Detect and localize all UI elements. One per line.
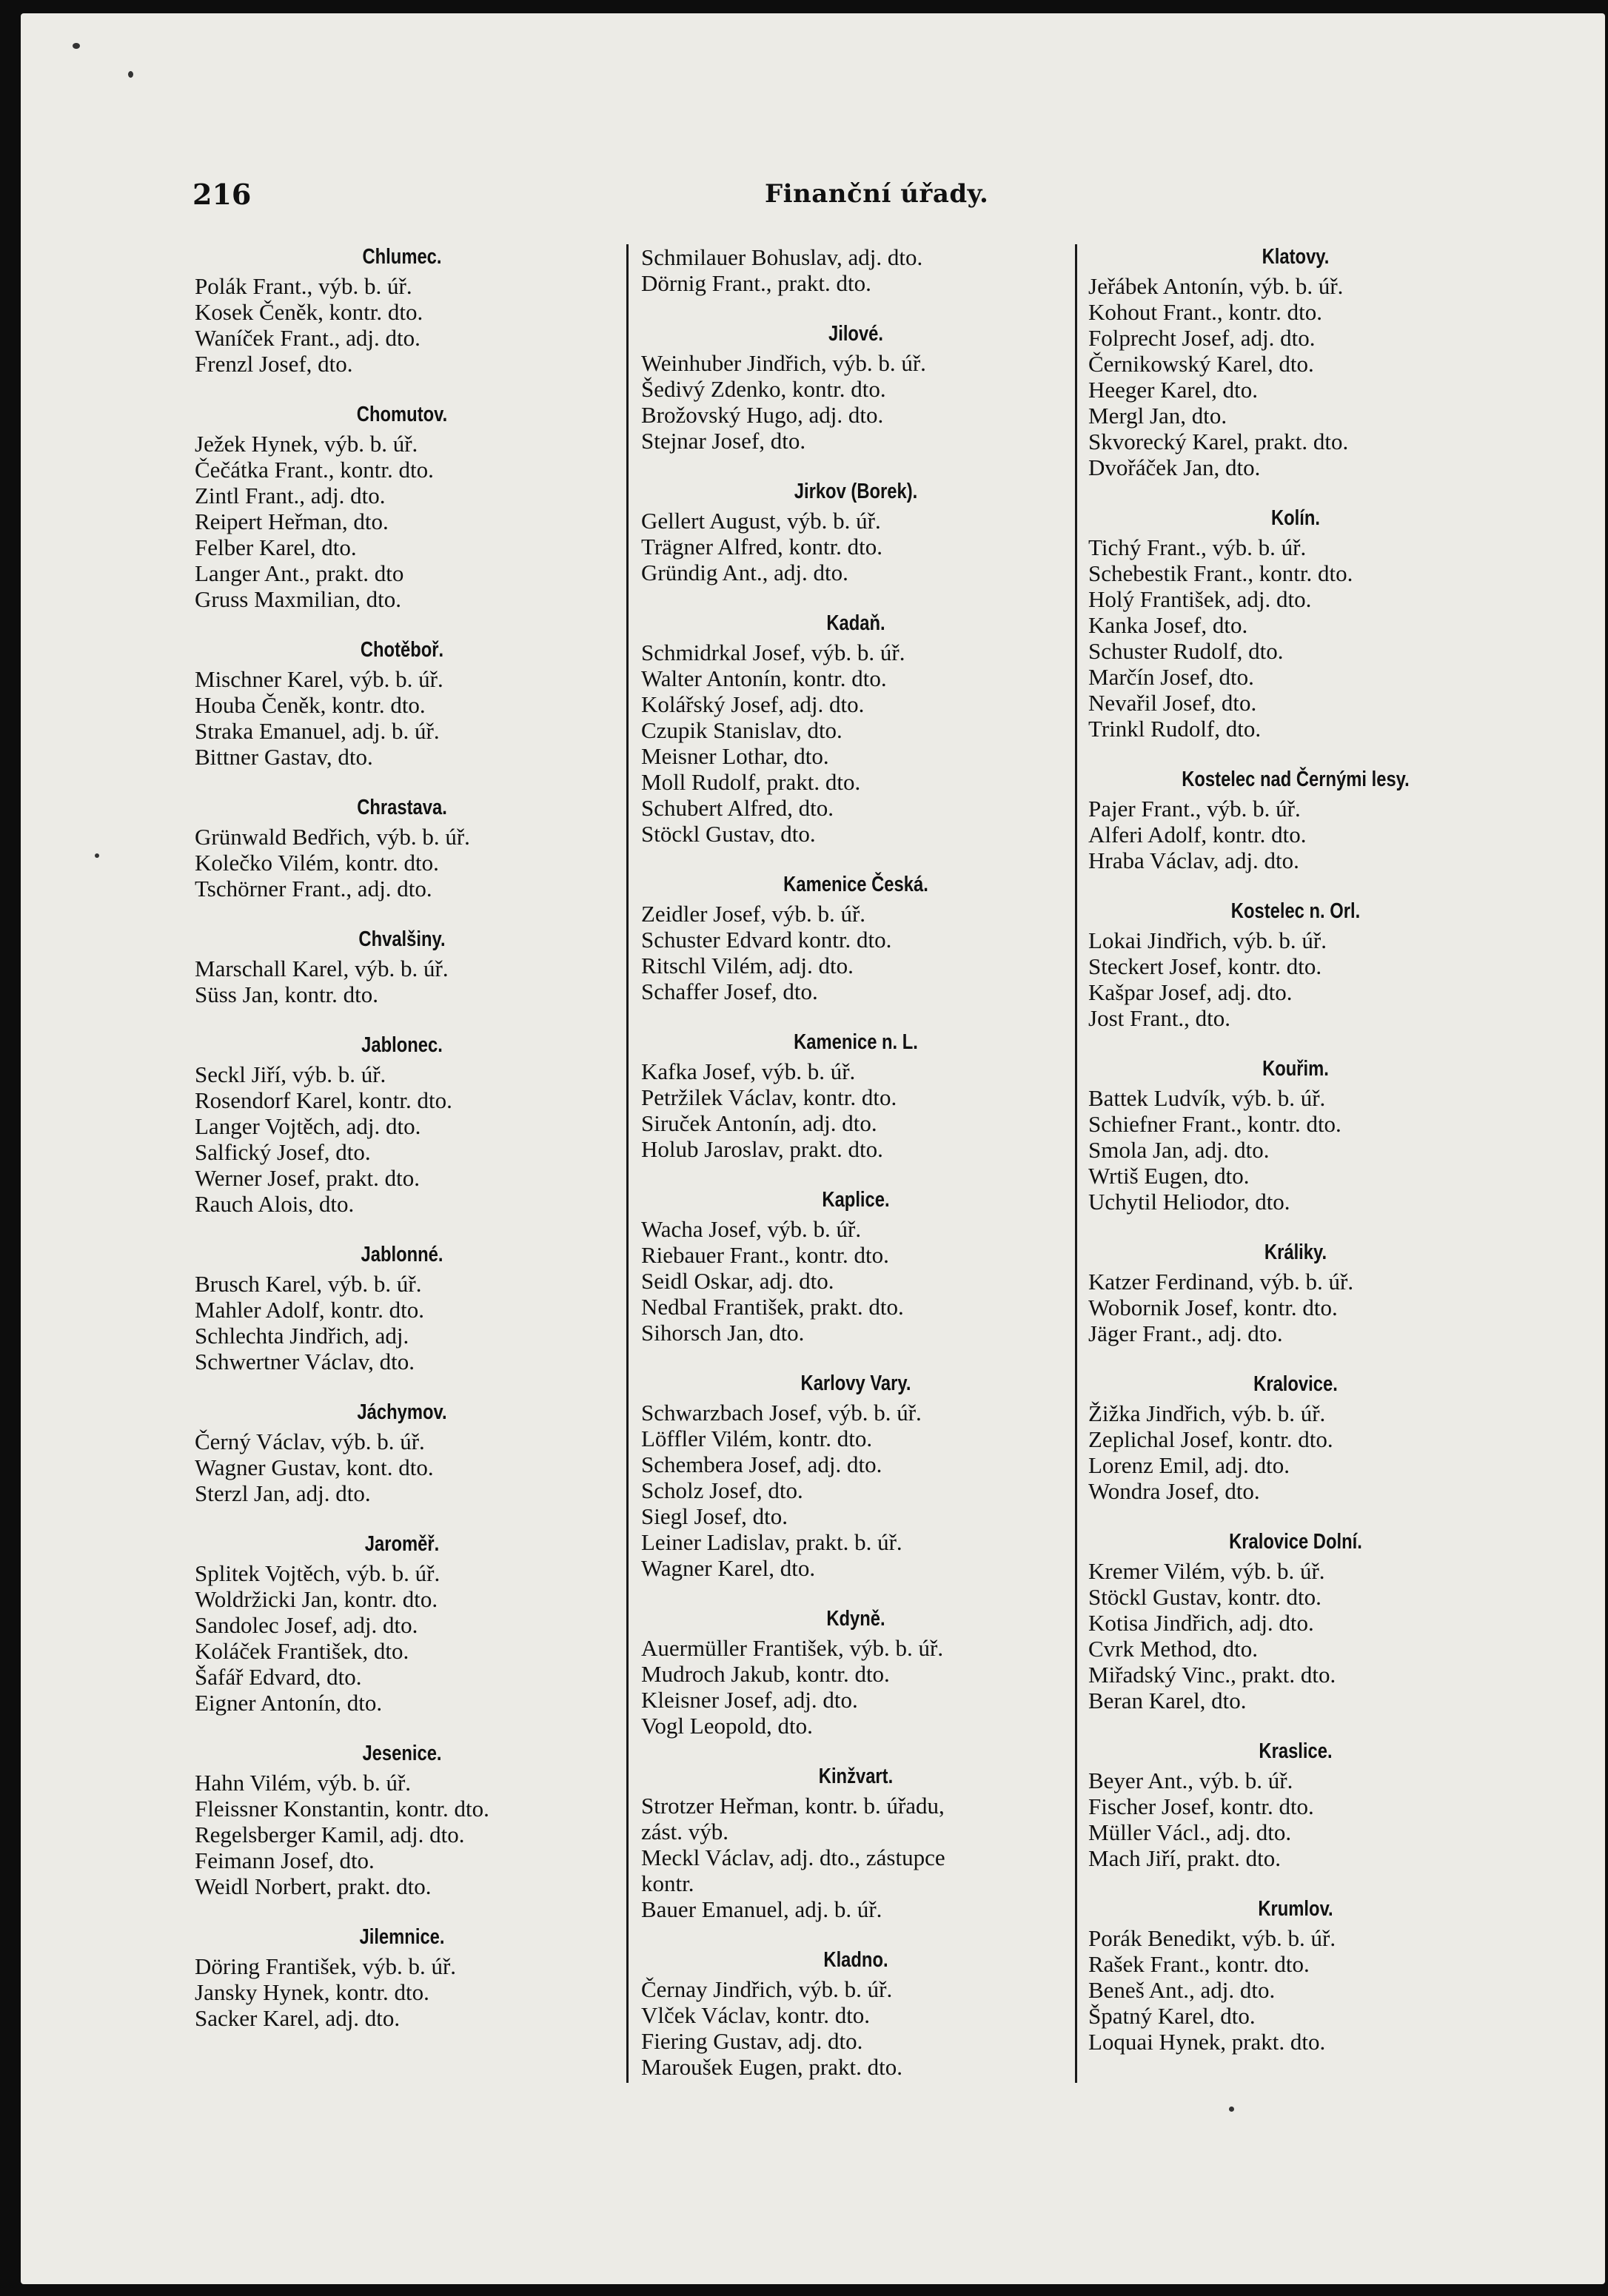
staff-entry: Stöckl Gustav, dto. — [641, 821, 816, 847]
staff-entry: Kosek Čeněk, kontr. dto. — [195, 299, 423, 325]
staff-entry: Schembera Josef, adj. dto. — [641, 1451, 882, 1477]
office-heading: Kadaň. — [826, 611, 885, 635]
staff-entry: Zintl Frant., adj. dto. — [195, 483, 386, 508]
staff-entry: Waníček Frant., adj. dto. — [195, 325, 421, 351]
staff-entry: Gellert August, výb. b. úř. — [641, 508, 881, 534]
staff-entry: Splitek Vojtěch, výb. b. úř. — [195, 1560, 440, 1586]
staff-entry: Sacker Karel, adj. dto. — [195, 2005, 401, 2031]
office-heading: Kdyně. — [826, 1607, 885, 1631]
staff-entry: Wrtiš Eugen, dto. — [1088, 1163, 1250, 1189]
staff-entry: Černay Jindřich, výb. b. úř. — [641, 1976, 893, 2002]
staff-entry: Rosendorf Karel, kontr. dto. — [195, 1087, 452, 1113]
office-section — [641, 1187, 1071, 1346]
staff-entry: Trägner Alfred, kontr. dto. — [641, 534, 883, 560]
staff-entry: Walter Antonín, kontr. dto. — [641, 665, 887, 691]
staff-entry: Kolářský Josef, adj. dto. — [641, 691, 865, 717]
office-section — [1088, 1056, 1503, 1215]
page-number: 216 — [192, 178, 252, 211]
staff-entry: Wagner Gustav, kont. dto. — [195, 1454, 434, 1480]
column-middle — [641, 244, 1071, 2080]
staff-entry: Fischer Josef, kontr. dto. — [1088, 1793, 1314, 1819]
staff-entry: Schuster Rudolf, dto. — [1088, 638, 1284, 664]
staff-entry: Tichý Frant., výb. b. úř. — [1088, 534, 1307, 560]
staff-entry: Jost Frant., dto. — [1088, 1005, 1231, 1031]
staff-entry: Langer Ant., prakt. dto — [195, 560, 404, 586]
office-section — [641, 1030, 1071, 1162]
staff-entry: Marčín Josef, dto. — [1088, 664, 1254, 690]
office-section — [195, 1242, 609, 1374]
staff-entry: Schwarzbach Josef, výb. b. úř. — [641, 1400, 922, 1426]
office-heading: Kraslice. — [1259, 1739, 1333, 1763]
staff-entry: Petržilek Václav, kontr. dto. — [641, 1084, 897, 1110]
office-section — [195, 795, 609, 902]
staff-entry: Strotzer Heřman, kontr. b. úřadu, — [641, 1793, 945, 1819]
staff-entry: Kanka Josef, dto. — [1088, 612, 1248, 638]
staff-entry: Wacha Josef, výb. b. úř. — [641, 1216, 862, 1242]
staff-entry: Kolečko Vilém, kontr. dto. — [195, 850, 439, 876]
staff-entry: Langer Vojtěch, adj. dto. — [195, 1113, 421, 1139]
staff-entry: Stöckl Gustav, kontr. dto. — [1088, 1584, 1321, 1610]
scan-speck — [95, 853, 99, 858]
staff-entry: Nevařil Josef, dto. — [1088, 690, 1257, 716]
office-section — [641, 611, 1071, 847]
staff-entry: Ježek Hynek, výb. b. úř. — [195, 431, 418, 457]
staff-entry: Cvrk Method, dto. — [1088, 1636, 1259, 1662]
staff-entry: Sterzl Jan, adj. dto. — [195, 1480, 371, 1506]
staff-entry: Katzer Ferdinand, výb. b. úř. — [1088, 1269, 1354, 1295]
staff-entry: Auermüller František, výb. b. úř. — [641, 1635, 944, 1661]
staff-entry: Siegl Josef, dto. — [641, 1503, 788, 1529]
staff-entry: Werner Josef, prakt. dto. — [195, 1165, 420, 1191]
office-section — [195, 1924, 609, 2031]
staff-entry: Wobornik Josef, kontr. dto. — [1088, 1295, 1338, 1320]
office-section — [641, 872, 1071, 1004]
staff-entry: Mischner Karel, výb. b. úř. — [195, 666, 443, 692]
staff-entry: Steckert Josef, kontr. dto. — [1088, 953, 1322, 979]
staff-entry: Woldržicki Jan, kontr. dto. — [195, 1586, 438, 1612]
office-section — [1088, 1739, 1503, 1871]
staff-entry: Kleisner Josef, adj. dto. — [641, 1687, 858, 1713]
office-heading: Jilové. — [828, 322, 884, 346]
staff-entry: Scholz Josef, dto. — [641, 1477, 803, 1503]
scan-speck — [128, 71, 133, 78]
staff-entry: Lorenz Emil, adj. dto. — [1088, 1452, 1290, 1478]
staff-entry: Sandolec Josef, adj. dto. — [195, 1612, 418, 1638]
staff-entry: Moll Rudolf, prakt. dto. — [641, 769, 861, 795]
office-heading: Kostelec nad Černými lesy. — [1182, 768, 1410, 791]
office-section — [1088, 506, 1503, 742]
staff-entry: Vogl Leopold, dto. — [641, 1713, 813, 1739]
office-section — [1088, 1372, 1503, 1504]
staff-entry: Šedivý Zdenko, kontr. dto. — [641, 376, 886, 402]
office-section — [195, 927, 609, 1007]
staff-entry: Vlček Václav, kontr. dto. — [641, 2002, 871, 2028]
office-heading: Kaplice. — [822, 1188, 890, 1212]
staff-entry: Regelsberger Kamil, adj. dto. — [195, 1822, 465, 1847]
office-heading: Chomutov. — [356, 403, 448, 426]
staff-entry: Czupik Stanislav, dto. — [641, 717, 842, 743]
office-heading: Klatovy. — [1262, 245, 1330, 269]
staff-entry: Kohout Frant., kontr. dto. — [1088, 299, 1323, 325]
scan-speck — [1229, 2107, 1234, 2112]
office-heading: Chotěboř. — [360, 638, 444, 662]
office-heading: Jáchymov. — [357, 1400, 447, 1424]
office-heading: Jablonec. — [361, 1033, 443, 1057]
staff-entry: Dvořáček Jan, dto. — [1088, 454, 1261, 480]
office-section — [641, 244, 1071, 296]
office-heading: Kralovice Dolní. — [1229, 1530, 1362, 1554]
staff-entry: Pajer Frant., výb. b. úř. — [1088, 796, 1301, 822]
staff-entry: Bauer Emanuel, adj. b. úř. — [641, 1896, 882, 1922]
office-heading: Jirkov (Borek). — [794, 480, 918, 503]
column-right — [1088, 244, 1503, 2055]
office-heading: Kolín. — [1270, 506, 1321, 530]
staff-entry: Kremer Vilém, výb. b. úř. — [1088, 1558, 1325, 1584]
office-section — [1088, 1529, 1503, 1713]
office-heading: Jablonné. — [361, 1243, 443, 1266]
staff-entry: Folprecht Josef, adj. dto. — [1088, 325, 1316, 351]
staff-entry: Leiner Ladislav, prakt. b. úř. — [641, 1529, 902, 1555]
office-section — [195, 402, 609, 612]
staff-entry: kontr. — [641, 1870, 694, 1896]
staff-entry: Koláček František, dto. — [195, 1638, 409, 1664]
office-heading: Kladno. — [823, 1948, 888, 1972]
staff-entry: Weinhuber Jindřich, výb. b. úř. — [641, 350, 926, 376]
staff-entry: Mudroch Jakub, kontr. dto. — [641, 1661, 890, 1687]
staff-entry: Döring František, výb. b. úř. — [195, 1953, 457, 1979]
office-heading: Kostelec n. Orl. — [1230, 899, 1361, 923]
staff-entry: Trinkl Rudolf, dto. — [1088, 716, 1262, 742]
office-heading: Jesenice. — [362, 1742, 442, 1765]
staff-entry: Čečátka Frant., kontr. dto. — [195, 457, 434, 483]
staff-entry: Weidl Norbert, prakt. dto. — [195, 1873, 432, 1899]
staff-entry: Mergl Jan, dto. — [1088, 403, 1227, 429]
column-left — [195, 244, 609, 2031]
office-heading: Chrastava. — [357, 796, 447, 819]
office-section — [195, 637, 609, 770]
staff-entry: Rašek Frant., kontr. dto. — [1088, 1951, 1310, 1977]
staff-entry: Miřadský Vinc., prakt. dto. — [1088, 1662, 1336, 1688]
staff-entry: Stejnar Josef, dto. — [641, 428, 806, 454]
staff-entry: Dörnig Frant., prakt. dto. — [641, 270, 871, 296]
staff-entry: Alferi Adolf, kontr. dto. — [1088, 822, 1307, 847]
office-section — [1088, 767, 1503, 873]
office-section — [641, 1371, 1071, 1581]
staff-entry: Schiefner Frant., kontr. dto. — [1088, 1111, 1341, 1137]
staff-entry: Černý Václav, výb. b. úř. — [195, 1429, 425, 1454]
office-section — [1088, 1896, 1503, 2055]
staff-entry: Smola Jan, adj. dto. — [1088, 1137, 1270, 1163]
staff-entry: Hraba Václav, adj. dto. — [1088, 847, 1299, 873]
staff-entry: Tschörner Frant., adj. dto. — [195, 876, 432, 902]
staff-entry: Battek Ludvík, výb. b. úř. — [1088, 1085, 1326, 1111]
staff-entry: Porák Benedikt, výb. b. úř. — [1088, 1925, 1336, 1951]
office-heading: Králiky. — [1264, 1241, 1327, 1264]
office-section — [641, 1606, 1071, 1739]
column-divider — [1075, 244, 1077, 2083]
staff-entry: Brusch Karel, výb. b. úř. — [195, 1271, 422, 1297]
staff-entry: Eigner Antonín, dto. — [195, 1690, 383, 1716]
office-heading: Chlumec. — [362, 245, 442, 269]
staff-entry: Schmidrkal Josef, výb. b. úř. — [641, 640, 905, 665]
office-heading: Kralovice. — [1253, 1372, 1338, 1396]
staff-entry: Žižka Jindřich, výb. b. úř. — [1088, 1400, 1326, 1426]
staff-entry: Reipert Heřman, dto. — [195, 508, 389, 534]
running-head-title: Finanční úřady. — [765, 179, 989, 209]
staff-entry: Schmilauer Bohuslav, adj. dto. — [641, 244, 923, 270]
staff-entry: Zeidler Josef, výb. b. úř. — [641, 901, 866, 927]
staff-entry: Fiering Gustav, adj. dto. — [641, 2028, 863, 2054]
staff-entry: Straka Emanuel, adj. b. úř. — [195, 718, 440, 744]
staff-entry: Wagner Karel, dto. — [641, 1555, 816, 1581]
office-heading: Kouřim. — [1262, 1057, 1329, 1081]
staff-entry: Seckl Jiří, výb. b. úř. — [195, 1061, 386, 1087]
staff-entry: Schubert Alfred, dto. — [641, 795, 834, 821]
office-heading: Jaroměř. — [364, 1532, 440, 1556]
office-section — [641, 479, 1071, 585]
staff-entry: Jansky Hynek, kontr. dto. — [195, 1979, 429, 2005]
staff-entry: Holý František, adj. dto. — [1088, 586, 1312, 612]
staff-entry: Schuster Edvard kontr. dto. — [641, 927, 892, 953]
staff-entry: Bittner Gastav, dto. — [195, 744, 373, 770]
column-divider — [626, 244, 629, 2083]
staff-entry: Beran Karel, dto. — [1088, 1688, 1247, 1713]
staff-entry: Loquai Hynek, prakt. dto. — [1088, 2029, 1326, 2055]
office-section — [1088, 899, 1503, 1031]
office-section — [1088, 1240, 1503, 1346]
office-section — [195, 1741, 609, 1899]
staff-entry: Sihorsch Jan, dto. — [641, 1320, 805, 1346]
staff-entry: Salfický Josef, dto. — [195, 1139, 371, 1165]
office-heading: Kamenice Česká. — [783, 873, 928, 896]
staff-entry: Heeger Karel, dto. — [1088, 377, 1258, 403]
staff-entry: Rauch Alois, dto. — [195, 1191, 355, 1217]
scan-speck — [73, 43, 80, 49]
office-heading: Krumlov. — [1258, 1897, 1333, 1921]
staff-entry: Schaffer Josef, dto. — [641, 979, 818, 1004]
staff-entry: Ritschl Vilém, adj. dto. — [641, 953, 854, 979]
office-heading: Kamenice n. L. — [794, 1030, 918, 1054]
staff-entry: Zeplichal Josef, kontr. dto. — [1088, 1426, 1333, 1452]
staff-entry: Brožovský Hugo, adj. dto. — [641, 402, 884, 428]
office-section — [195, 244, 609, 377]
staff-entry: Hahn Vilém, výb. b. úř. — [195, 1770, 412, 1796]
staff-entry: Polák Frant., výb. b. úř. — [195, 273, 412, 299]
office-heading: Jilemnice. — [359, 1925, 445, 1949]
staff-entry: Gründig Ant., adj. dto. — [641, 560, 848, 585]
staff-entry: Špatný Karel, dto. — [1088, 2003, 1256, 2029]
staff-entry: Kafka Josef, výb. b. úř. — [641, 1058, 856, 1084]
staff-entry: Feimann Josef, dto. — [195, 1847, 375, 1873]
staff-entry: Uchytil Heliodor, dto. — [1088, 1189, 1290, 1215]
staff-entry: Frenzl Josef, dto. — [195, 351, 353, 377]
staff-entry: Wondra Josef, dto. — [1088, 1478, 1260, 1504]
staff-entry: Gruss Maxmilian, dto. — [195, 586, 401, 612]
staff-entry: Riebauer Frant., kontr. dto. — [641, 1242, 889, 1268]
office-heading: Karlovy Vary. — [800, 1372, 911, 1395]
office-section — [641, 1764, 1071, 1922]
staff-entry: zást. výb. — [641, 1819, 728, 1844]
office-heading: Chvalšiny. — [358, 927, 446, 951]
staff-entry: Holub Jaroslav, prakt. dto. — [641, 1136, 883, 1162]
staff-entry: Seidl Oskar, adj. dto. — [641, 1268, 834, 1294]
staff-entry: Schebestik Frant., kontr. dto. — [1088, 560, 1353, 586]
staff-entry: Schlechta Jindřich, adj. — [195, 1323, 409, 1349]
staff-entry: Meisner Lothar, dto. — [641, 743, 829, 769]
staff-entry: Maroušek Eugen, prakt. dto. — [641, 2054, 902, 2080]
office-section — [195, 1400, 609, 1506]
office-section — [1088, 244, 1503, 480]
staff-entry: Müller Václ., adj. dto. — [1088, 1819, 1292, 1845]
staff-entry: Meckl Václav, adj. dto., zástupce — [641, 1844, 945, 1870]
scanned-page — [21, 13, 1605, 2284]
office-section — [641, 1947, 1071, 2080]
staff-entry: Beyer Ant., výb. b. úř. — [1088, 1768, 1293, 1793]
office-section — [195, 1531, 609, 1716]
staff-entry: Marschall Karel, výb. b. úř. — [195, 956, 449, 981]
staff-entry: Černikowský Karel, dto. — [1088, 351, 1314, 377]
staff-entry: Skvorecký Karel, prakt. dto. — [1088, 429, 1349, 454]
office-section — [195, 1033, 609, 1217]
staff-entry: Beneš Ant., adj. dto. — [1088, 1977, 1276, 2003]
staff-entry: Jeřábek Antonín, výb. b. úř. — [1088, 273, 1344, 299]
office-heading: Kinžvart. — [818, 1765, 894, 1788]
staff-entry: Siruček Antonín, adj. dto. — [641, 1110, 877, 1136]
staff-entry: Kašpar Josef, adj. dto. — [1088, 979, 1293, 1005]
staff-entry: Fleissner Konstantin, kontr. dto. — [195, 1796, 489, 1822]
staff-entry: Houba Čeněk, kontr. dto. — [195, 692, 426, 718]
staff-entry: Grünwald Bedřich, výb. b. úř. — [195, 824, 470, 850]
staff-entry: Lokai Jindřich, výb. b. úř. — [1088, 927, 1327, 953]
staff-entry: Nedbal František, prakt. dto. — [641, 1294, 904, 1320]
staff-entry: Süss Jan, kontr. dto. — [195, 981, 379, 1007]
staff-entry: Šafář Edvard, dto. — [195, 1664, 362, 1690]
staff-entry: Kotisa Jindřich, adj. dto. — [1088, 1610, 1314, 1636]
office-section — [641, 321, 1071, 454]
staff-entry: Schwertner Václav, dto. — [195, 1349, 415, 1374]
staff-entry: Mahler Adolf, kontr. dto. — [195, 1297, 424, 1323]
staff-entry: Jäger Frant., adj. dto. — [1088, 1320, 1283, 1346]
staff-entry: Mach Jiří, prakt. dto. — [1088, 1845, 1282, 1871]
staff-entry: Löffler Vilém, kontr. dto. — [641, 1426, 873, 1451]
staff-entry: Felber Karel, dto. — [195, 534, 357, 560]
